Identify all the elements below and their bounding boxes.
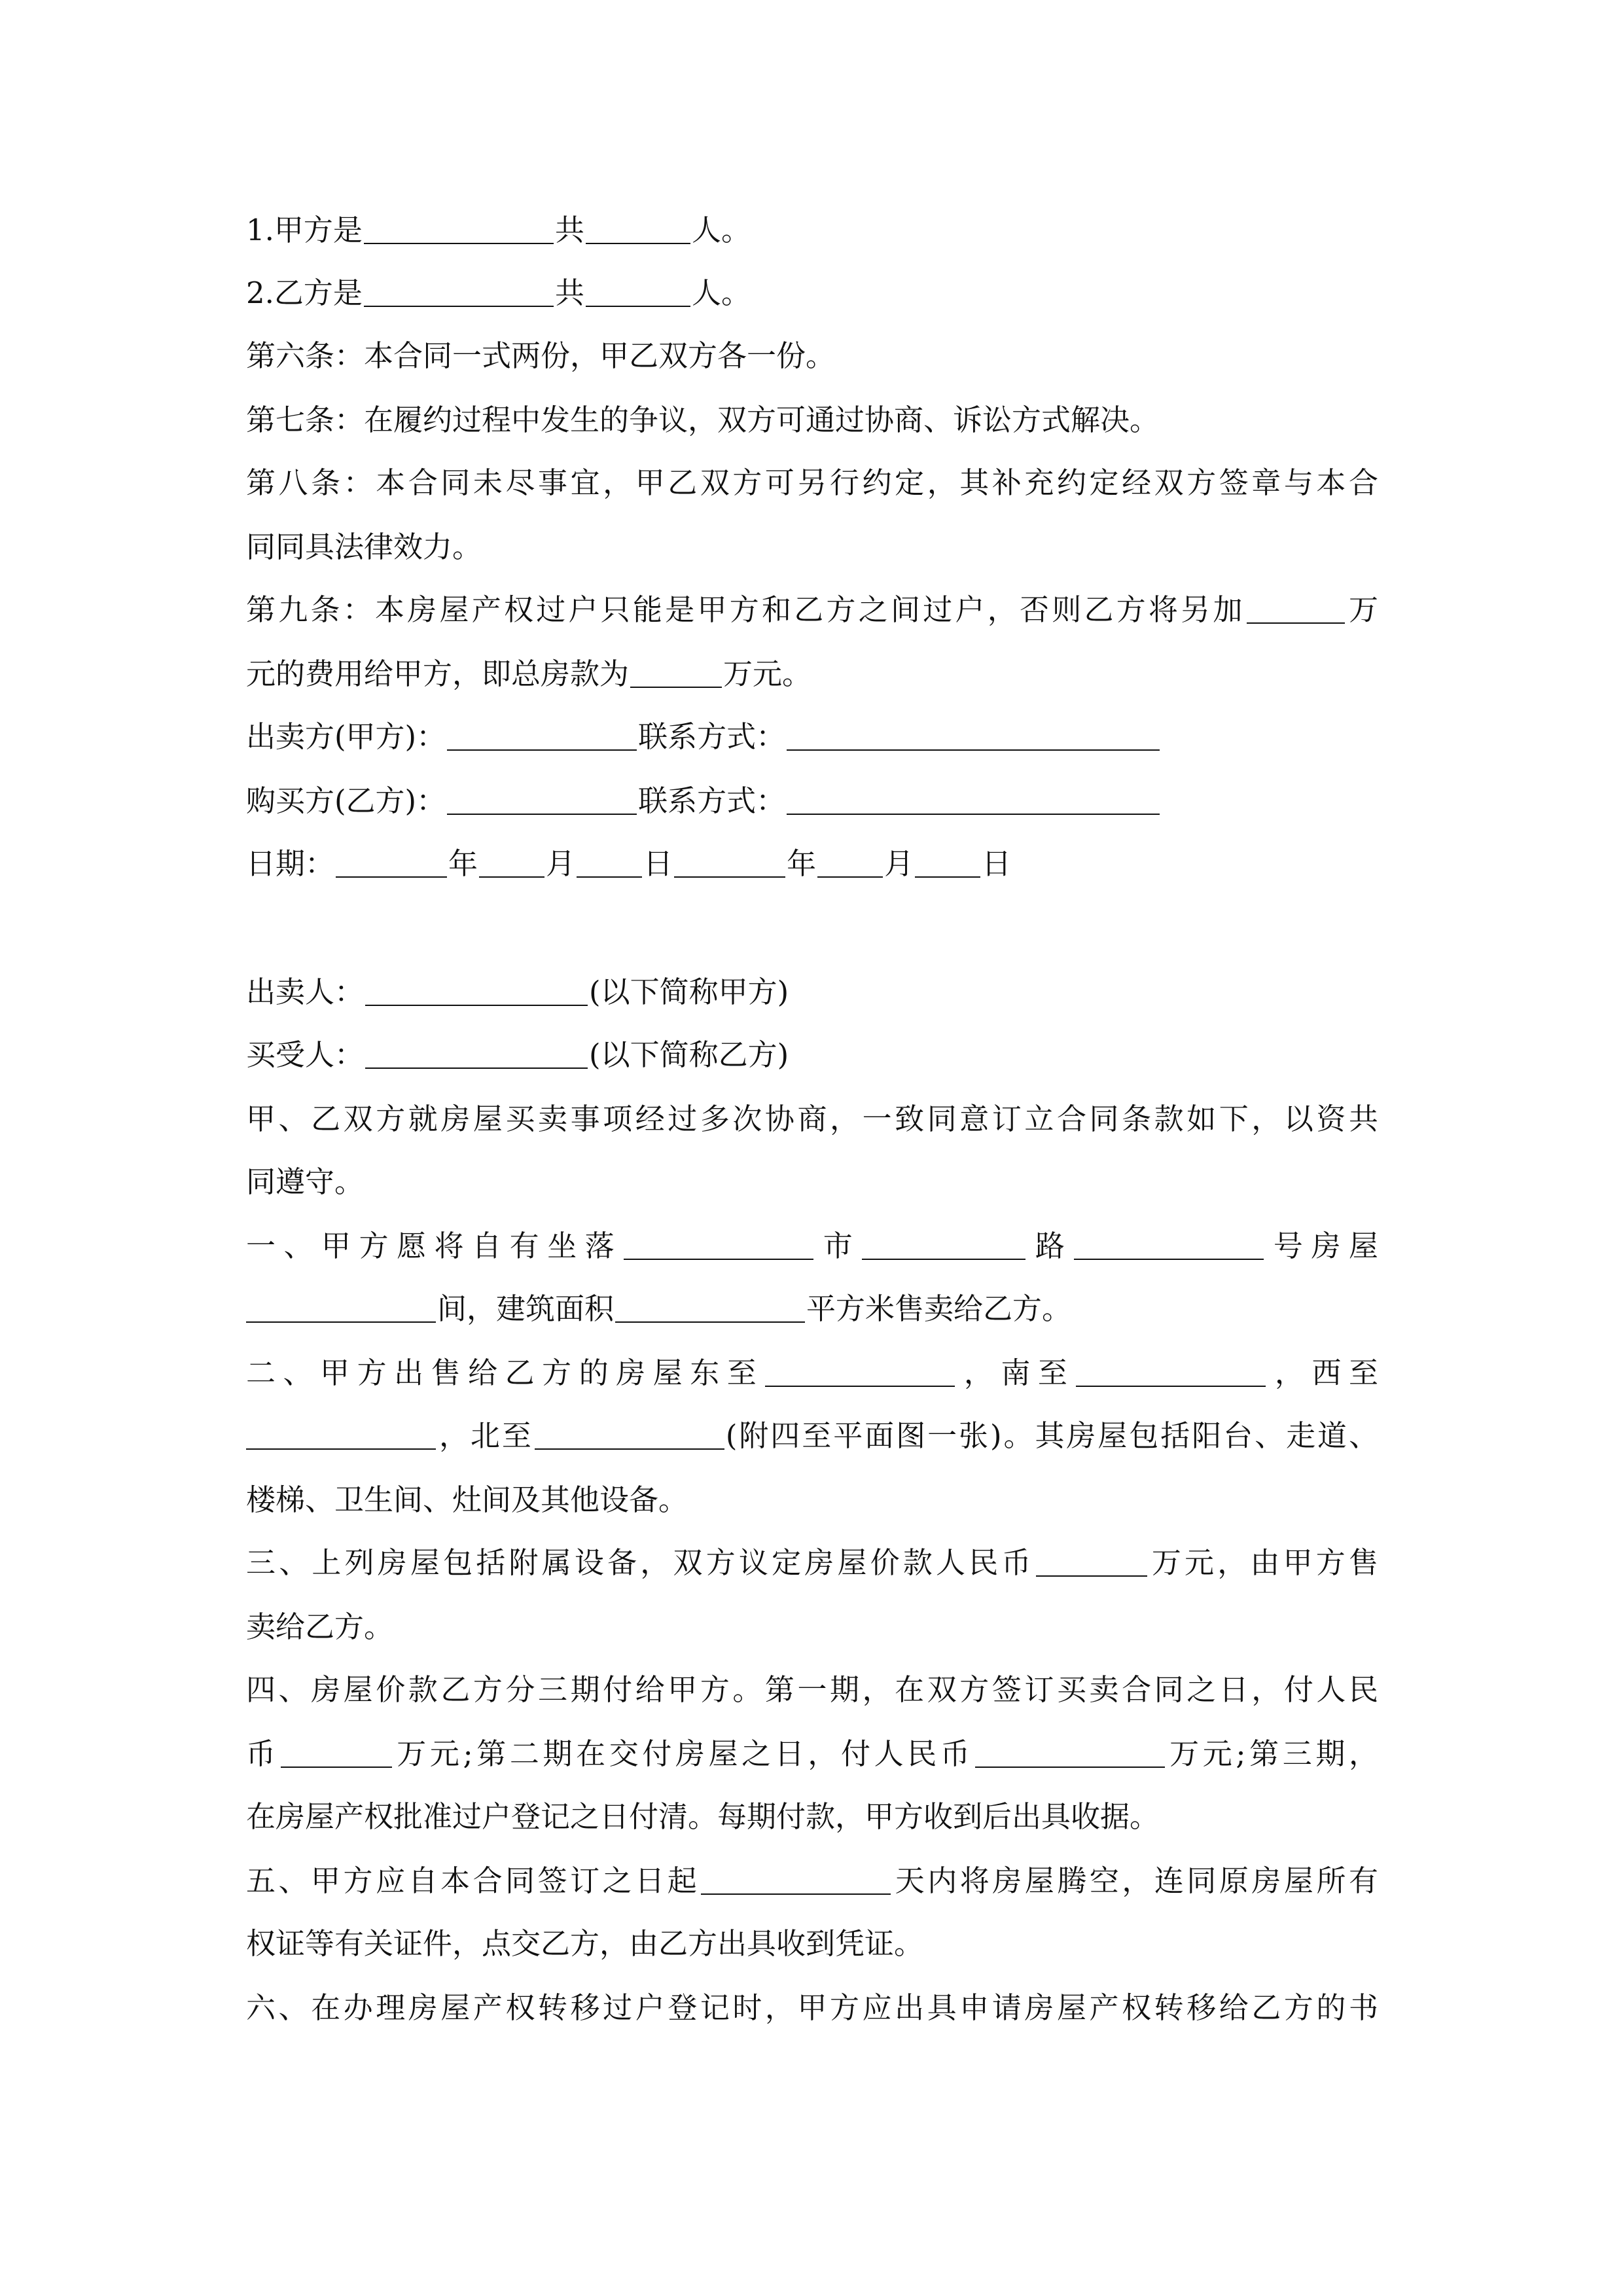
blank-field[interactable]	[975, 1738, 1165, 1768]
text: ，南至	[956, 1355, 1075, 1390]
clause-6: 第六条：本合同一式两份，甲乙双方各一份。	[246, 338, 836, 373]
text: 路	[1027, 1229, 1073, 1263]
text: 出卖人：	[246, 975, 365, 1009]
blank-field[interactable]	[701, 1865, 891, 1895]
text: 日	[982, 846, 1012, 881]
blank-field[interactable]	[765, 1357, 955, 1387]
text: (附四至平面图一张)。其房屋包括阳台、走道、	[725, 1418, 1378, 1453]
blank-field[interactable]	[336, 848, 447, 878]
text: 万元;第三期，	[1166, 1736, 1378, 1771]
text: 元的费用给甲方，即总房款为	[246, 656, 630, 691]
text: 万元;第二期在交付房屋之日，付人民币	[393, 1736, 974, 1771]
article-4-line-3: 在房屋产权批准过户登记之日付清。每期付款，甲方收到后出具收据。	[246, 1799, 1160, 1834]
text: (以下简称甲方)	[589, 975, 789, 1009]
text: 万元，由甲方售	[1148, 1545, 1378, 1580]
text: 联系方式：	[638, 719, 786, 754]
article-5-line-1	[246, 1861, 1378, 1901]
article-1-line-1	[246, 1227, 1378, 1266]
clause-8-line-1: 第八条：本合同未尽事宜，甲乙双方可另行约定，其补充约定经双方签章与本合	[246, 465, 1378, 500]
text: 2.乙方是	[246, 276, 363, 310]
text: 1.甲方是	[246, 213, 363, 247]
article-2-line-2	[246, 1416, 1378, 1456]
text: 月	[546, 846, 576, 881]
text: 平方米售卖给乙方。	[806, 1291, 1072, 1326]
text: 五、甲方应自本合同签订之日起	[246, 1863, 700, 1898]
article-3-line-1	[246, 1543, 1378, 1583]
blank-field[interactable]	[364, 214, 554, 244]
blank-field[interactable]	[1076, 1357, 1266, 1387]
clause-9-line-2	[246, 655, 1378, 694]
text: 年	[448, 846, 478, 881]
text: 天内将房屋腾空，连同原房屋所有	[892, 1863, 1378, 1898]
text: 万	[1346, 592, 1378, 627]
text: 购买方(乙方)：	[246, 783, 446, 818]
text: 共	[554, 213, 584, 247]
text: 联系方式：	[638, 783, 786, 818]
text: ，北至	[437, 1418, 533, 1453]
text: 人。	[691, 213, 751, 247]
article-4-line-1: 四、房屋价款乙方分三期付给甲方。第一期，在双方签订买卖合同之日，付人民	[246, 1672, 1378, 1707]
text: 间，建筑面积	[437, 1291, 615, 1326]
blank-field[interactable]	[447, 785, 637, 815]
text: 日	[643, 846, 673, 881]
blank-field[interactable]	[586, 214, 690, 244]
blank-field[interactable]	[364, 277, 554, 307]
text: 币	[246, 1736, 279, 1771]
blank-field[interactable]	[586, 277, 690, 307]
article-5-line-2: 权证等有关证件，点交乙方，由乙方出具收到凭证。	[246, 1926, 924, 1961]
blank-field[interactable]	[787, 785, 1160, 815]
blank-field[interactable]	[1247, 594, 1345, 624]
text: 买受人：	[246, 1037, 365, 1072]
text: (以下简称乙方)	[589, 1037, 789, 1072]
clause-9-line-1	[246, 590, 1378, 630]
blank-field[interactable]	[1036, 1547, 1147, 1577]
blank-field[interactable]	[365, 1039, 588, 1069]
text: 万元。	[723, 656, 812, 691]
blank-field[interactable]	[281, 1738, 392, 1768]
clause-8-line-2: 同同具法律效力。	[246, 529, 482, 564]
text: 出卖方(甲方)：	[246, 719, 446, 754]
preamble-line-2: 同遵守。	[246, 1164, 365, 1199]
blank-field[interactable]	[615, 1293, 805, 1323]
text: 人。	[691, 276, 751, 310]
blank-field[interactable]	[479, 848, 544, 878]
text: 日期：	[246, 846, 335, 881]
date-line	[246, 844, 1378, 884]
blank-field[interactable]	[817, 848, 883, 878]
blank-field[interactable]	[246, 1420, 436, 1450]
blank-field[interactable]	[787, 721, 1160, 751]
text: 月	[884, 846, 914, 881]
line-party-a-count	[246, 211, 1378, 250]
text: 年	[787, 846, 817, 881]
blank-field[interactable]	[577, 848, 642, 878]
text: 市	[815, 1229, 861, 1263]
text: 共	[554, 276, 584, 310]
blank-field[interactable]	[1074, 1230, 1264, 1260]
text: 第九条：本房屋产权过户只能是甲方和乙方之间过户，否则乙方将另加	[246, 592, 1245, 627]
blank-field[interactable]	[535, 1420, 724, 1450]
buyer-line	[246, 1035, 1378, 1075]
article-2-line-3: 楼梯、卫生间、灶间及其他设备。	[246, 1482, 688, 1517]
text: 一、甲方愿将自有坐落	[246, 1229, 623, 1263]
blank-field[interactable]	[447, 721, 637, 751]
text: 三、上列房屋包括附属设备，双方议定房屋价款人民币	[246, 1545, 1035, 1580]
seller-signature-line	[246, 717, 1378, 757]
text: 二、甲方出售给乙方的房屋东至	[246, 1355, 764, 1390]
blank-field[interactable]	[630, 658, 722, 688]
blank-field[interactable]	[246, 1293, 436, 1323]
article-1-line-2	[246, 1289, 1378, 1329]
text: 号房屋	[1265, 1229, 1378, 1263]
blank-field[interactable]	[624, 1230, 813, 1260]
article-3-line-2: 卖给乙方。	[246, 1609, 394, 1644]
blank-field[interactable]	[674, 848, 785, 878]
article-2-line-1	[246, 1354, 1378, 1393]
clause-7: 第七条：在履约过程中发生的争议，双方可通过协商、诉讼方式解决。	[246, 403, 1160, 437]
text: ，西至	[1267, 1355, 1378, 1390]
blank-field[interactable]	[915, 848, 980, 878]
line-party-b-count	[246, 274, 1378, 313]
preamble-line-1: 甲、乙双方就房屋买卖事项经过多次协商，一致同意订立合同条款如下，以资共	[246, 1102, 1378, 1136]
article-6-line-1: 六、在办理房屋产权转移过户登记时，甲方应出具申请房屋产权转移给乙方的书	[246, 1990, 1378, 2025]
blank-field[interactable]	[862, 1230, 1026, 1260]
blank-field[interactable]	[365, 976, 588, 1006]
article-4-line-2	[246, 1734, 1378, 1774]
buyer-signature-line	[246, 781, 1378, 821]
seller-line	[246, 973, 1378, 1012]
